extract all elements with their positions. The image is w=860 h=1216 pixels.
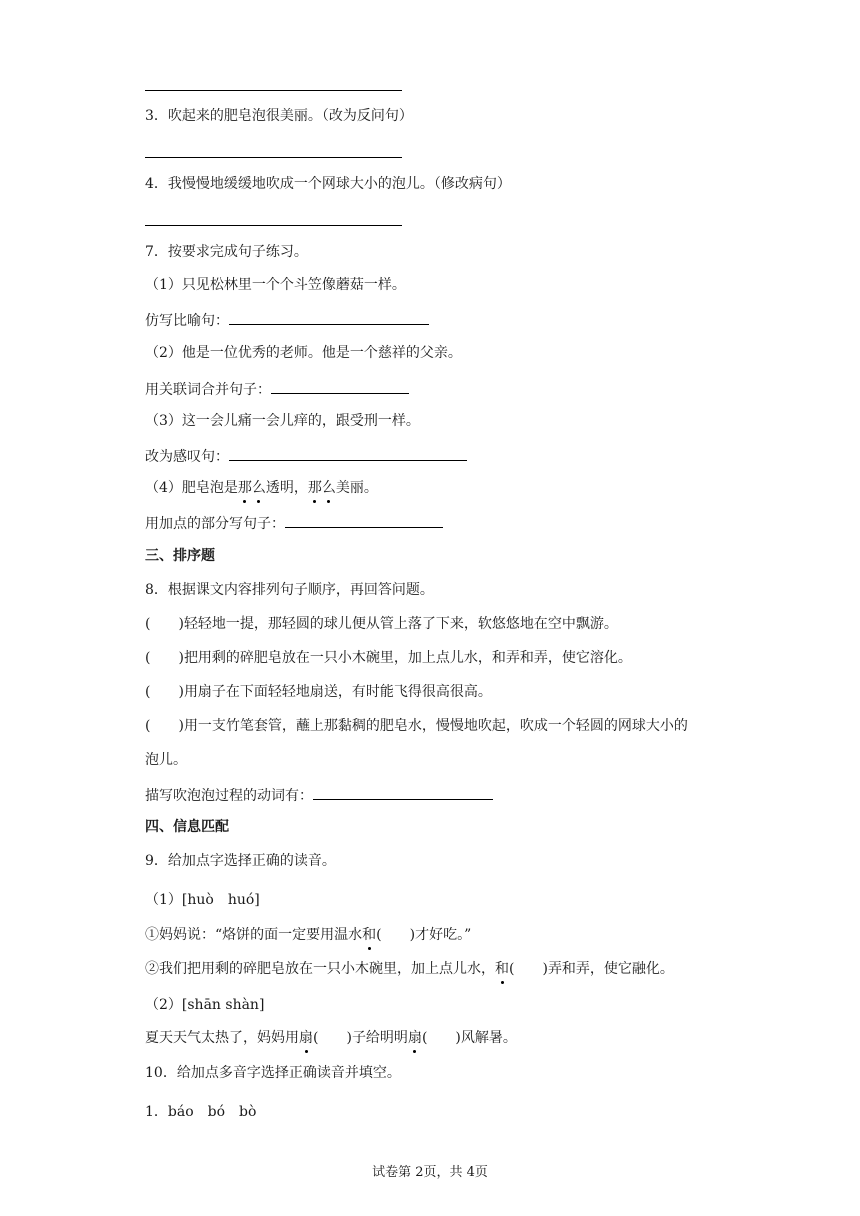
answer-blank-7-3[interactable] [229,445,467,461]
question-7-4-prompt: 用加点的部分写句子： [145,516,285,532]
question-9: 9．给加点字选择正确的读音。 [145,853,336,869]
order-item-b-text: 把用剩的碎肥皂放在一只小木碗里，加上点儿水，和弄和弄，使它溶化。 [183,650,632,666]
order-item-b [145,648,632,668]
page-footer: 试卷第 2页，共 4页 [372,1165,488,1180]
order-item-d-continued: 泡儿。 [145,752,187,768]
paren-open: ( [421,1030,428,1046]
question-8-answer-row [145,784,493,806]
question-7-1: （1）只见松林里一个个斗笠像蘑菇一样。 [145,277,406,293]
answer-line-q4[interactable] [145,225,402,226]
paren-close: ) [346,1030,352,1046]
question-9-2-text: 夏天天气太热了，妈妈用 [145,1030,299,1046]
question-7-2-prompt: 用关联词合并句子： [145,382,271,398]
question-7-4-text-b: 透明， [265,480,308,496]
answer-blank-8[interactable] [313,784,493,800]
dotted-char: 和 [495,961,509,977]
question-9-1-a [145,925,471,945]
order-item-a-text: 轻轻地一提，那轻圆的球儿便从管上落了下来，软悠悠地在空中飘游。 [183,616,618,632]
order-item-a [145,614,618,634]
dotted-char: 那 [307,480,322,496]
question-9-1-a-text: ①妈妈说：“烙饼的面一定要用温水 [145,927,363,943]
paren-open: ( [509,961,515,977]
dotted-char: 和 [362,927,377,943]
answer-blank-7-4[interactable] [285,512,443,528]
question-7-3-prompt: 改为感叹句： [145,449,229,465]
question-7-3: （3）这一会儿痛一会儿痒的，跟受刑一样。 [145,413,420,429]
question-9-2-text-mid: 子给明明 [351,1030,408,1046]
answer-line-top[interactable] [145,90,402,91]
question-7-4-text-c: 美丽。 [335,480,378,496]
question-8: 8．根据课文内容排列句子顺序，再回答问题。 [145,582,434,598]
question-7-2: （2）他是一位优秀的老师。他是一个慈祥的父亲。 [145,345,462,361]
paren-close: ) [542,961,548,977]
question-8-prompt: 描写吹泡泡过程的动词有： [145,788,313,804]
question-9-1-a-text-end: 才好吃。” [415,927,472,943]
paren-close: ) [178,650,184,666]
order-item-c-text: 用扇子在下面轻轻地扇送，有时能飞得很高很高。 [183,684,492,700]
paren-close: ) [409,927,416,943]
question-4: 4．我慢慢地缓缓地吹成一个网球大小的泡儿。（修改病句） [145,176,511,192]
question-9-1-b-text: ②我们把用剩的碎肥皂放在一只小木碗里，加上点儿水， [145,961,495,977]
question-10-1-options: 1．báo bó bò [145,1104,257,1120]
order-item-d-text: 用一支竹笔套管，蘸上那黏稠的肥皂水，慢慢地吹起，吹成一个轻圆的网球大小的 [183,718,688,734]
question-9-1-b [145,959,674,979]
question-7-3-answer-row [145,445,467,467]
question-7-1-answer-row [145,309,429,331]
question-7: 7．按要求完成句子练习。 [145,244,308,260]
answer-blank-7-1[interactable] [229,309,429,325]
paren-open: ( [313,1030,319,1046]
answer-blank-7-2[interactable] [271,378,409,394]
paren-close: ) [178,684,184,700]
paren-close: ) [178,616,184,632]
paren-open: ( [145,684,151,700]
question-10: 10．给加点多音字选择正确读音并填空。 [145,1065,401,1081]
paren-open: ( [376,927,382,943]
section-3-heading: 三、排序题 [145,548,215,564]
question-9-2-options: （2）[shān shàn] [145,997,265,1013]
question-9-1-b-text-end: 弄和弄，使它融化。 [547,961,674,977]
question-3: 3．吹起来的肥皂泡很美丽。（改为反问句） [145,108,413,124]
question-9-1-options: （1）[huò huó] [145,892,260,908]
question-9-2-text-end: 风解暑。 [460,1030,517,1046]
question-9-2 [145,1028,517,1048]
dotted-char: 扇 [407,1030,422,1046]
order-item-c [145,682,492,702]
question-7-4 [145,478,378,498]
paren-close: ) [455,1030,461,1046]
dotted-char: 那 [237,480,252,496]
question-7-1-prompt: 仿写比喻句： [145,313,229,329]
dotted-char: 扇 [299,1030,313,1046]
question-7-2-answer-row [145,378,409,400]
answer-line-q3[interactable] [145,157,402,158]
paren-open: ( [145,650,151,666]
dotted-char: 么 [251,480,266,496]
order-item-d [145,716,688,736]
paren-open: ( [145,718,151,734]
dotted-char: 么 [321,480,336,496]
paren-close: ) [178,718,184,734]
paren-open: ( [145,616,151,632]
section-4-heading: 四、信息匹配 [145,819,229,835]
question-7-4-text-a: （4）肥皂泡是 [145,480,238,496]
question-7-4-answer-row [145,512,443,534]
